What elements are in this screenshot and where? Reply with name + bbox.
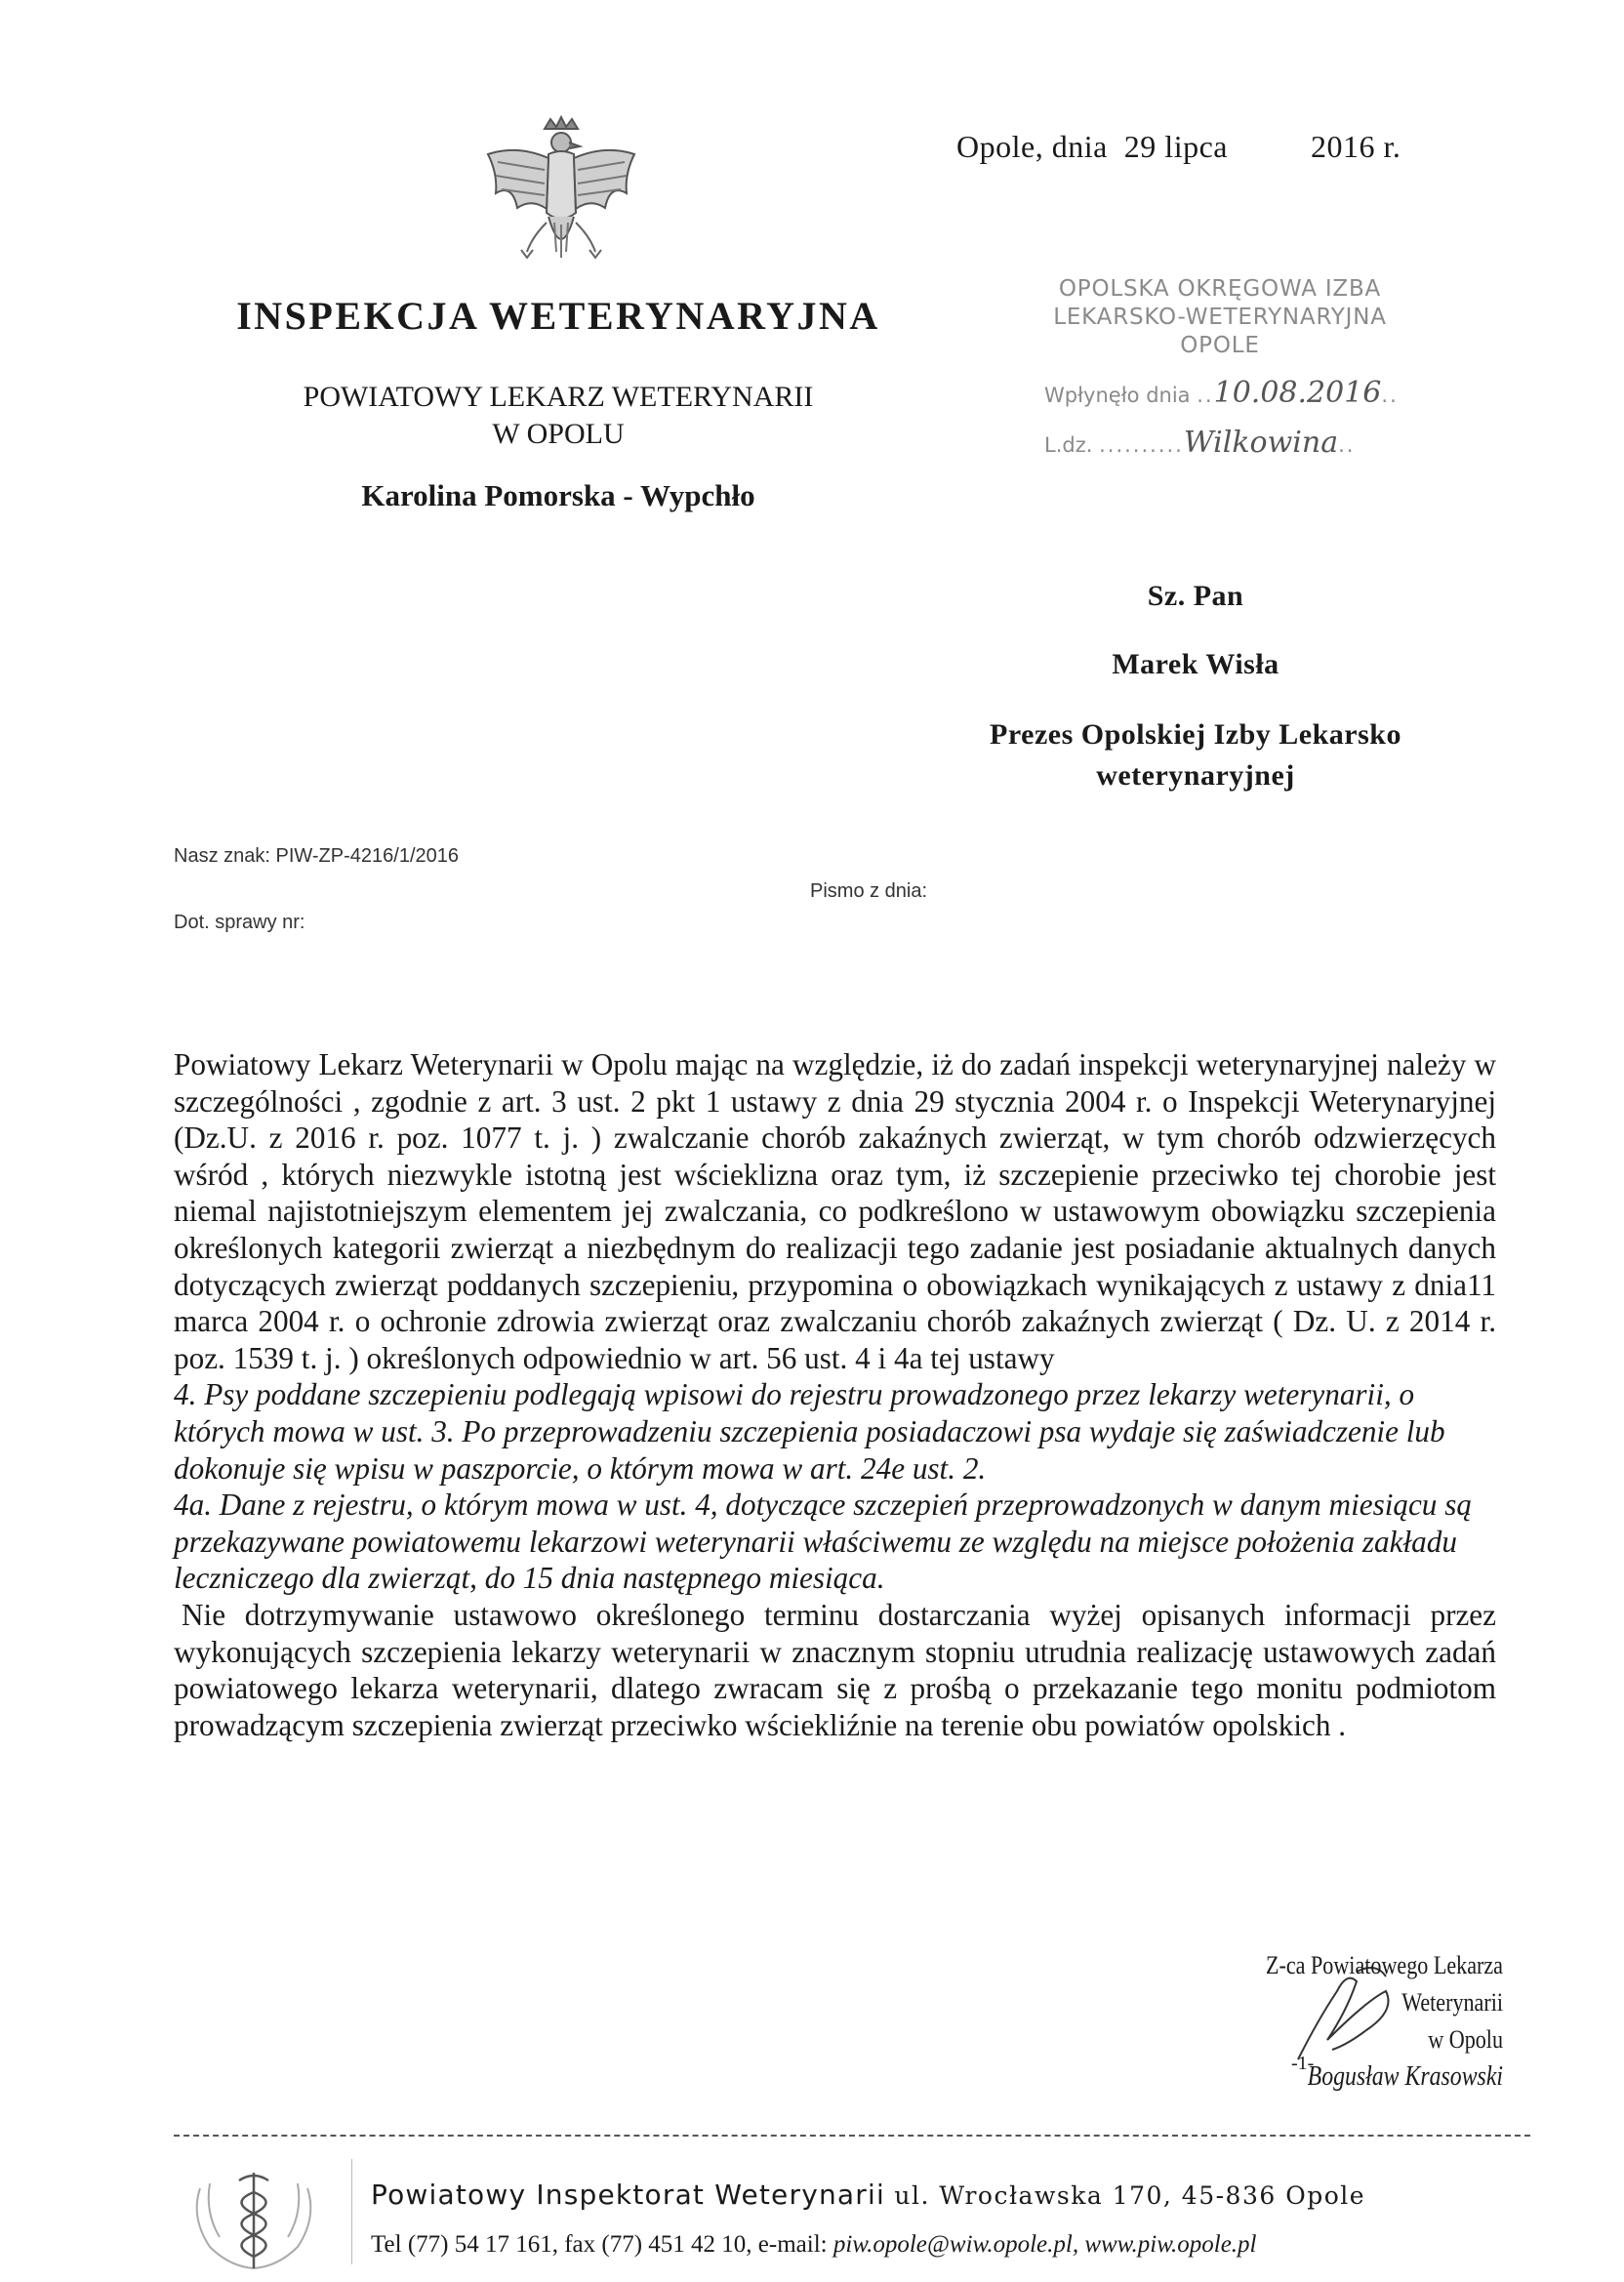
- stamp-line3: OPOLE: [1180, 333, 1260, 358]
- stamp-ldz-value: Wilkowina: [1183, 426, 1339, 460]
- signature-line2: w Opolu: [1428, 2025, 1503, 2054]
- footer-institution: Powiatowy Inspektorat Weterynarii: [371, 2179, 885, 2211]
- footer-contact-line: [371, 2231, 1257, 2259]
- stamp-ldz-row: L.dz. ..........Wilkowina..: [1044, 426, 1356, 460]
- received-stamp: [995, 275, 1444, 460]
- signature-line1: Z-ca Powiatowego Lekarza Weterynarii: [1266, 1951, 1503, 2017]
- footer-contact: Tel (77) 54 17 161, fax (77) 451 42 10, e-mail:: [371, 2231, 833, 2258]
- signature-name: Bogusław Krasowski: [1307, 2061, 1503, 2092]
- body-paragraph-2: Nie dotrzymywanie ustawowo określonego terminu dostarczania wyżej opisanych informacji przez wykonujących szczepienia lekarzy weterynarii w znacznym stopniu utrudnia realizację ustawowych zadań powiatowego lekarza weterynarii, dlatego zwracam się z prośbą o przekazanie tego monitu podmiotom prowadzącym szczepienia zwierząt przeciwko wściekliźnie na terenie obu powiatów opolskich .: [174, 1597, 1496, 1742]
- stamp-line2: LEKARSKO-WETERYNARYJNA: [1053, 305, 1387, 330]
- polish-eagle-emblem-icon: [478, 115, 644, 291]
- body-quote-2: 4a. Dane z rejestru, o którym mowa w ust. 4, dotyczące szczepień przeprowadzonych w danym miesiącu są przekazywane powiatowemu lekarzowi weterynarii właściwemu ze względu na miejsce położenia zakładu leczniczego dla zwierząt, do 15 dnia następnego miesiąca.: [174, 1487, 1472, 1596]
- letter-date: Opole, dnia 29 lipca 2016 r.: [956, 129, 1401, 164]
- recipient-salutation: Sz. Pan: [1147, 580, 1244, 612]
- footer-address: ul. Wrocławska 170, 45-836 Opole: [884, 2181, 1366, 2210]
- recipient-role-line2: weterynaryjnej: [1096, 759, 1295, 792]
- org-title: INSPEKCJA WETERYNARYJNA: [236, 294, 880, 338]
- org-subtitle-line1: POWIATOWY LEKARZ WETERYNARII: [303, 381, 814, 413]
- footer-separator: [351, 2159, 352, 2264]
- stamp-received-label: Wpłynęło dnia: [1044, 384, 1191, 407]
- org-subtitle-line2: W OPOLU: [492, 418, 625, 450]
- footer-email-website: piw.opole@wiw.opole.pl, www.piw.opole.pl: [832, 2231, 1257, 2258]
- page-number: -1-: [1291, 2053, 1315, 2074]
- our-reference: Nasz znak: PIW-ZP-4216/1/2016: [174, 845, 459, 867]
- body-quote-1: 4. Psy poddane szczepieniu podlegają wpisowi do rejestru prowadzonego przez lekarzy weterynarii, o których mowa w ust. 3. Po przeprowadzeniu szczepienia posiadaczowi psa wydaje się zaświadczenie lub dokonuje się wpisu w paszporcie, o którym mowa w art. 24e ust. 2.: [174, 1377, 1445, 1486]
- stamp-received-row: Wpłynęło dnia ..10.08.2016..: [1044, 376, 1399, 410]
- footer-institution-line: [371, 2179, 1365, 2211]
- letter-of-date: Pismo z dnia:: [810, 880, 928, 902]
- footer-divider: [174, 2135, 1530, 2137]
- letter-body: [174, 1046, 1496, 1743]
- caduceus-icon: [171, 2159, 337, 2276]
- recipient-role-line1: Prezes Opolskiej Izby Lekarsko: [990, 718, 1401, 751]
- case-number: Dot. sprawy nr:: [174, 912, 305, 933]
- recipient-name: Marek Wisła: [1112, 648, 1279, 680]
- stamp-line1: OPOLSKA OKRĘGOWA IZBA: [1058, 276, 1382, 302]
- stamp-ldz-label: L.dz.: [1044, 433, 1093, 457]
- body-paragraph-1: Powiatowy Lekarz Weterynarii w Opolu mając na względzie, iż do zadań inspekcji weterynaryjnej należy w szczególności , zgodnie z art. 3 ust. 2 pkt 1 ustawy z dnia 29 stycznia 2004 r. o Inspekcji Weterynaryjnej (Dz.U. z 2016 r. poz. 1077 t. j. ) zwalczanie chorób zakaźnych zwierząt, w tym chorób odzwierzęcych wśród , których niezwykle istotną jest wścieklizna oraz tym, iż szczepienie przeciwko tej chorobie jest niemal najistotniejszym elementem jej zwalczania, co podkreślono w ustawowym obowiązku szczepienia określonych kategorii zwierząt a niezbędnym do realizacji tego zadanie jest posiadanie aktualnych danych dotyczących zwierząt poddanych szczepieniu, przypomina o obowiązkach wynikających z ustawy z dnia11 marca 2004 r. o ochronie zdrowia zwierząt oraz zwalczaniu chorób zakaźnych zwierząt ( Dz. U. z 2014 r. poz. 1539 t. j. ) określonych odpowiednio w art. 56 ust. 4 i 4a tej ustawy: [174, 1047, 1496, 1375]
- signature-block: [1180, 1947, 1504, 2096]
- officer-name: Karolina Pomorska - Wypchło: [361, 478, 755, 512]
- stamp-received-value: 10.08.2016: [1213, 376, 1382, 410]
